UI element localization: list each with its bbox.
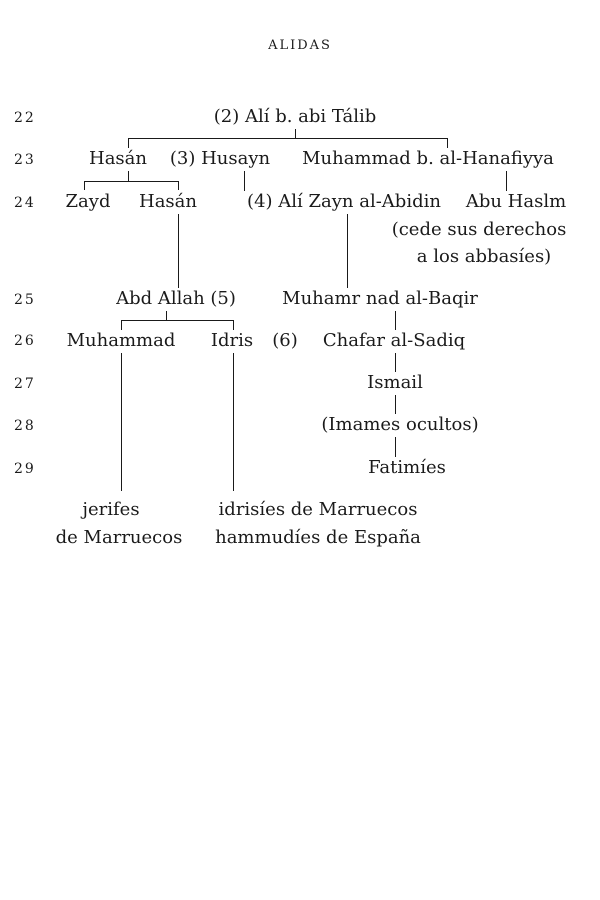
generation-number: 29 [14,461,36,477]
connector-line [84,181,178,182]
connector-line [395,395,396,414]
node-abu-hashim: Abu Haslm [465,191,567,212]
connector-line [128,138,129,148]
connector-line [128,171,129,181]
connector-line [244,171,245,191]
generation-number: 27 [14,376,36,392]
node-zayn-al-abidin: (4) Alí Zayn al-Abidin [247,191,441,212]
generation-number: 24 [14,195,36,211]
node-husayn: (3) Husayn [169,148,271,169]
page-title: ALIDAS [268,38,332,53]
connector-line [506,171,507,191]
connector-line [395,311,396,330]
node-jerifes: jerifes [82,499,140,520]
node-imames-ocultos: (Imames ocultos) [321,414,479,435]
node-ali: (2) Alí b. abi Tálib [213,106,377,127]
generation-number: 22 [14,110,36,126]
node-al-baqir: Muhamr nad al-Baqir [282,288,478,309]
imam-number: (6) [272,330,298,351]
node-fatimies: Fatimíes [368,457,446,478]
connector-line [447,138,448,148]
node-muhammad: Muhammad [66,330,176,351]
node-idrisies: idrisíes de Marruecos [218,499,418,520]
node-hanafiyya: Muhammad b. al-Hanafiyya [302,148,554,169]
connector-line [395,437,396,457]
connector-line [233,320,234,330]
node-idris: Idris [210,330,254,351]
node-jerifes-marruecos: de Marruecos [55,527,183,548]
node-chafar-al-sadiq: Chafar al-Sadiq [322,330,466,351]
connector-line [178,214,179,288]
connector-line [128,138,447,139]
node-hammudies: hammudíes de España [215,527,421,548]
node-hasan-ii: Hasán [139,191,197,212]
connector-line [233,353,234,491]
connector-line [395,353,396,372]
connector-line [121,320,122,330]
generation-number: 23 [14,152,36,168]
note-abu-hashim-2: a los abbasíes) [416,246,552,267]
connector-line [121,320,233,321]
node-ismail: Ismail [367,372,423,393]
connector-line [166,311,167,320]
generation-number: 28 [14,418,36,434]
generation-number: 25 [14,292,36,308]
connector-line [84,181,85,190]
note-abu-hashim-1: (cede sus derechos [391,219,567,240]
connector-line [121,353,122,491]
node-abd-allah: Abd Allah (5) [116,288,236,309]
connector-line [178,181,179,190]
connector-line [347,214,348,288]
node-zayd: Zayd [65,191,111,212]
connector-line [295,129,296,138]
node-hasan: Hasán [89,148,147,169]
generation-number: 26 [14,333,36,349]
